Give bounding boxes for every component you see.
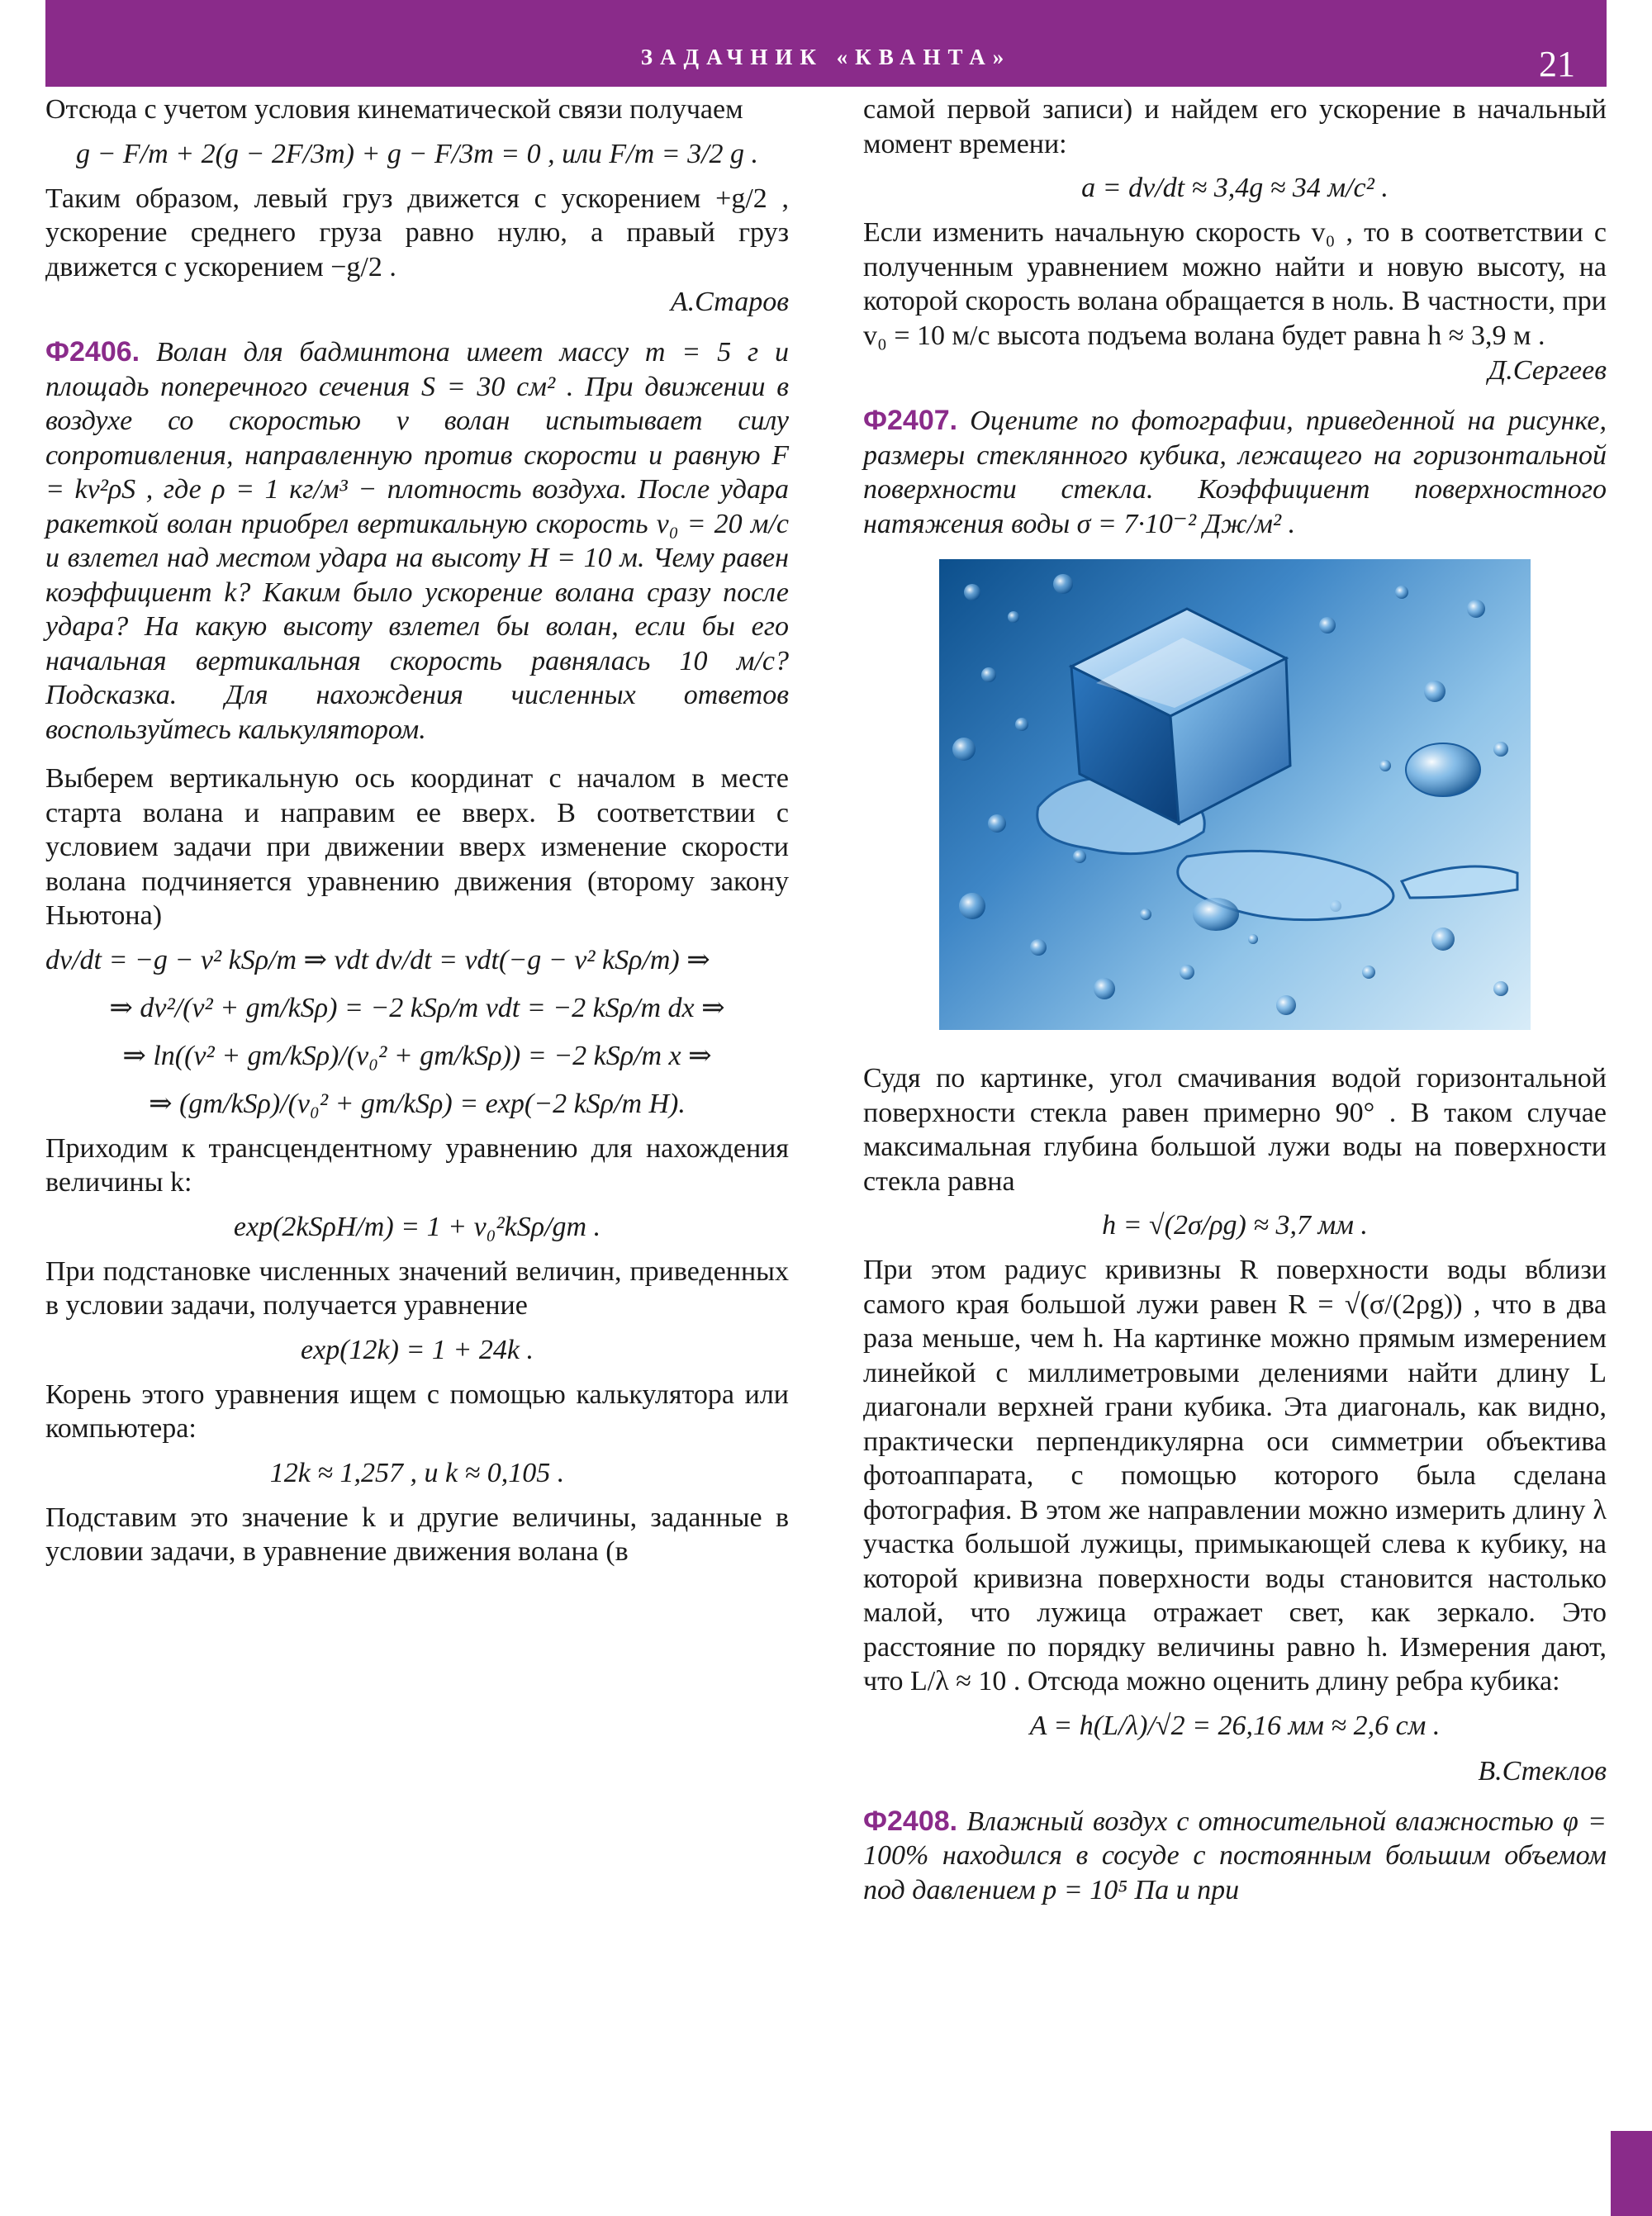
paragraph: При подстановке численных значений величин, приведенных в условии задачи, получается уравнение [45, 1255, 789, 1321]
author-signature: А.Старов [670, 287, 789, 317]
equation: ⇒ dv²/(v² + gm/kSρ) = −2 kSρ/m vdt = −2 kSρ/m dx ⇒ [109, 992, 725, 1023]
ice-cube-photo [939, 559, 1531, 1030]
journal-section-title: ЗАДАЧНИК «КВАНТА» [640, 45, 1012, 69]
paragraph: Приходим к трансцендентному уравнению для нахождения величины k: [45, 1132, 789, 1198]
paragraph: Отсюда с учетом условия кинематической связи получаем [45, 94, 743, 125]
paragraph: Если изменить начальную скорость v₀ , то в соответствии с полученным уравнением можно найти и новую высоту, на которой скорость волана обращается в ноль. В частности, при v₀ = 10 м/с высота подъема волана будет равна h ≈ 3,9 м . [863, 217, 1607, 351]
paragraph: Судя по картинке, угол смачивания водой горизонтальной поверхности стекла равен примерно 90° . В таком случае максимальная глубина большой лужи воды на поверхности стекла равна [863, 1063, 1607, 1197]
paragraph: самой первой записи) и найдем его ускорение в начальный момент времени: [863, 94, 1607, 159]
problem-statement [863, 404, 1607, 541]
page-header [45, 0, 1607, 87]
equation: dv/dt = −g − v² kSρ/m ⇒ vdt dv/dt = vdt(−g − v² kSρ/m) ⇒ [45, 944, 710, 975]
paragraph: Корень этого уравнения ищем с помощью калькулятора или компьютера: [45, 1378, 789, 1444]
equation: ⇒ ln((v² + gm/kSρ)/(v₀² + gm/kSρ)) = −2 kSρ/m x ⇒ [122, 1040, 712, 1071]
problem-text: Оцените по фотографии, приведенной на рисунке, размеры стеклянного кубика, лежащего на горизонтальной поверхности стекла. Коэффициент поверхностного натяжения воды σ = 7·10⁻² Дж/м² . [863, 406, 1607, 539]
paragraph: Выберем вертикальную ось координат с началом в месте старта волана и направим ее вверх. В соответствии с условием задачи при движении вверх изменение скорости волана подчиняется уравнению движения (второму закону Ньютона) [45, 763, 789, 931]
problem-text: Волан для бадминтона имеет массу m = 5 г и площадь поперечного сечения S = 30 см² . При движении в воздухе со скоростью v волан испытывает силу сопротивления, направленную против скорости и равную F = kv²ρS , где ρ = 1 кг/м³ − плотность воздуха. После удара ракеткой волан приобрел вертикальную скорость v₀ = 20 м/с и взлетел над местом удара на высоту H = 10 м. Чему равен коэффициент k? Каким было ускорение волана сразу после удара? На какую высоту взлетел бы волан, если бы его начальная вертикальная скорость равнялась 10 м/с? Подсказка. Для нахождения численных ответов воспользуйтесь калькулятором. [45, 337, 789, 745]
ice-cube-illustration [939, 559, 1531, 1030]
page-edge-tab [1611, 2131, 1652, 2216]
equation: ⇒ (gm/kSρ)/(v₀² + gm/kSρ) = exp(−2 kSρ/m H). [149, 1088, 686, 1119]
paragraph: При этом радиус кривизны R поверхности воды вблизи самого края большой лужи равен R = √(σ/(2ρg)) , что в два раза меньше, чем h. На картинке можно прямым измерением линейкой с миллиметровыми делениями найти длину L диагонали верхней грани кубика. Эта диагональ, как видно, практически перпендикулярна оси симметрии объектива фотоаппарата, с помощью которого была сделана фотография. В этом же направлении можно измерить длину λ участка большой лужицы, примыкающей слева к кубику, на которой кривизна поверхности воды становится настолько малой, что лужица отражает свет, как зеркало. Это расстояние по порядку величины равно h. Измерения дают, что L/λ ≈ 10 . Отсюда можно оценить длину ребра кубика: [863, 1255, 1607, 1696]
problem-number: Ф2408. [863, 1805, 958, 1837]
equation: exp(2kSρH/m) = 1 + v₀²kSρ/gm . [233, 1211, 601, 1242]
equation: exp(12k) = 1 + 24k . [301, 1334, 534, 1365]
problem-text: Влажный воздух с относительной влажностью φ = 100% находился в сосуде с постоянным большим объемом под давлением p = 10⁵ Па и при [863, 1806, 1607, 1905]
equation: 12k ≈ 1,257 , и k ≈ 0,105 . [269, 1457, 565, 1488]
problem-number: Ф2407. [863, 405, 958, 436]
problem-number: Ф2406. [45, 336, 140, 368]
formula: g − F/m + 2(g − 2F/3m) + g − F/3m = 0 , или F/m = 3/2 g . [75, 138, 759, 169]
page-number: 21 [1539, 44, 1575, 84]
problem-statement [863, 1805, 1607, 1908]
right-column [863, 93, 1607, 1907]
author-signature: Д.Сергеев [1488, 355, 1607, 386]
left-column [45, 93, 789, 1569]
paragraph: Таким образом, левый груз движется с ускорением +g/2 , ускорение среднего груза равно нулю, а правый груз движется с ускорением −g/2 . [45, 183, 789, 282]
problem-statement [45, 335, 789, 747]
equation: A = h(L/λ)/√2 = 26,16 мм ≈ 2,6 см . [1029, 1710, 1441, 1741]
equation: h = √(2σ/ρg) ≈ 3,7 мм . [1102, 1210, 1368, 1241]
author-signature: В.Стеклов [1478, 1755, 1607, 1787]
paragraph: Подставим это значение k и другие величины, заданные в условии задачи, в уравнение движения волана (в [45, 1502, 789, 1567]
equation: a = dv/dt ≈ 3,4g ≈ 34 м/с² . [1081, 173, 1389, 203]
